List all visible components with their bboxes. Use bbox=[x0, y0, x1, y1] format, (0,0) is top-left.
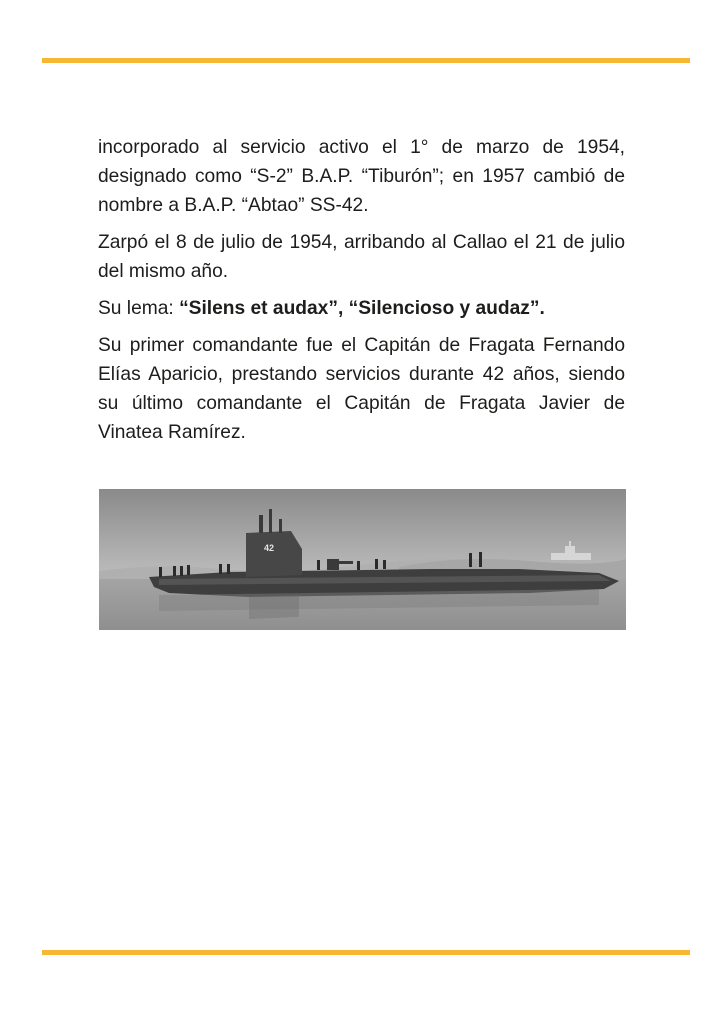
paragraph-service-history: incorporado al servicio activo el 1° de marzo de 1954, designado como “S-2” B.A.P. “Tiburón”; en 1957 cambió de nombre a B.A.P. “Abtao” SS-42. bbox=[98, 137, 625, 216]
paragraph-departure: Zarpó el 8 de julio de 1954, arribando al Callao el 21 de julio del mismo año. bbox=[98, 232, 625, 282]
top-accent-rule bbox=[42, 58, 690, 63]
body-text bbox=[98, 133, 625, 455]
motto-text: “Silens et audax”, “Silencioso y audaz”. bbox=[179, 298, 545, 319]
paragraph-commanders: Su primer comandante fue el Capitán de Fragata Fernando Elías Aparicio, prestando servicios durante 42 años, siendo su último comandante el Capitán de Fragata Javier de Vinatea Ramírez. bbox=[98, 335, 625, 443]
hull-number: 42 bbox=[264, 543, 275, 553]
bottom-accent-rule bbox=[42, 950, 690, 955]
submarine-photo bbox=[99, 489, 626, 630]
paragraph-motto bbox=[98, 294, 625, 323]
motto-label: Su lema: bbox=[98, 298, 180, 319]
